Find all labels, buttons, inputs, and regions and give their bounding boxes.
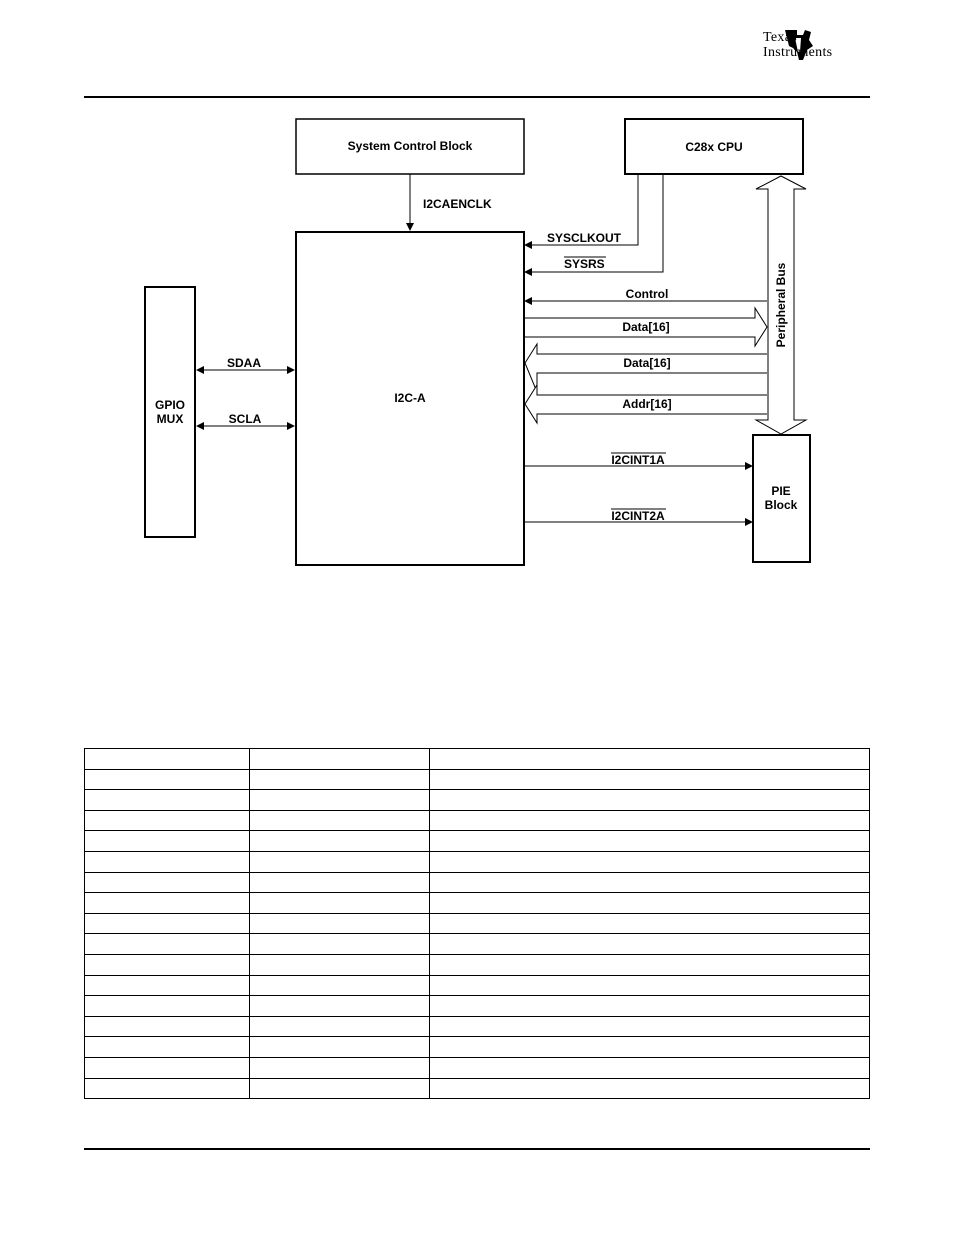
signal-int2 [525, 509, 752, 523]
table-cell [250, 872, 430, 893]
int1-label: I2CINT1A [611, 453, 665, 467]
table-cell [85, 996, 250, 1017]
table-cell [85, 790, 250, 811]
signal-sdaa [197, 356, 294, 370]
table-cell [85, 851, 250, 872]
table-row [85, 996, 870, 1017]
signal-scla [197, 412, 294, 426]
control-label: Control [625, 287, 669, 301]
table-cell [85, 1078, 250, 1099]
addr-arrow [525, 385, 767, 423]
table-cell [430, 954, 870, 975]
table-cell [250, 851, 430, 872]
signal-control [525, 287, 767, 301]
gpio-label-2: MUX [156, 412, 184, 426]
data-in-label: Data[16] [623, 356, 671, 370]
table-row [85, 790, 870, 811]
table-cell [250, 769, 430, 790]
table-row [85, 851, 870, 872]
gpio-label-1: GPIO [154, 398, 186, 412]
data-out-arrow [525, 308, 767, 346]
scla-label: SCLA [228, 412, 262, 426]
table-cell [430, 872, 870, 893]
table-row [85, 769, 870, 790]
table-row [85, 872, 870, 893]
table-cell [85, 1037, 250, 1058]
table-row [85, 1037, 870, 1058]
signal-sysclkout [525, 174, 638, 245]
i2c-module-block [296, 232, 524, 565]
int2-label: I2CINT2A [611, 509, 665, 523]
table-cell [85, 831, 250, 852]
peripheral-bus-label: Peripheral Bus [774, 262, 788, 348]
table-row [85, 749, 870, 770]
brand-line-2: Instruments [763, 45, 833, 60]
table-cell [85, 954, 250, 975]
table-cell [250, 954, 430, 975]
signal-sysrs [525, 174, 663, 272]
pie-block [753, 435, 810, 562]
table-row [85, 893, 870, 914]
register-table [84, 748, 870, 1099]
footer-rule [84, 1148, 870, 1150]
table-cell [250, 913, 430, 934]
register-table-body [85, 749, 870, 1099]
sysclkout-label: SYSCLKOUT [547, 231, 622, 245]
table-cell [430, 851, 870, 872]
table-row [85, 975, 870, 996]
table-row [85, 954, 870, 975]
table-cell [430, 790, 870, 811]
cpu-block [625, 119, 803, 174]
gpio-mux-block [145, 287, 195, 537]
table-cell [430, 831, 870, 852]
table-cell [430, 769, 870, 790]
table-cell [250, 893, 430, 914]
table-cell [430, 1016, 870, 1037]
table-cell [85, 975, 250, 996]
pie-label-1: PIE [771, 484, 791, 498]
signal-int1 [525, 453, 752, 467]
system-control-block-label: System Control Block [347, 139, 473, 153]
table-cell [430, 996, 870, 1017]
system-control-block [296, 119, 524, 174]
table-cell [85, 749, 250, 770]
table-row [85, 810, 870, 831]
table-cell [250, 934, 430, 955]
table-cell [85, 913, 250, 934]
table-cell [430, 975, 870, 996]
table-cell [430, 749, 870, 770]
table-cell [250, 810, 430, 831]
table-cell [430, 893, 870, 914]
data-in-arrow [525, 344, 767, 392]
table-cell [250, 1037, 430, 1058]
table-cell [430, 934, 870, 955]
table-cell [250, 1057, 430, 1078]
table-cell [250, 996, 430, 1017]
table-cell [250, 975, 430, 996]
table-cell [85, 934, 250, 955]
i2c-module-label: I2C-A [394, 391, 426, 405]
table-row [85, 913, 870, 934]
enable-clock-label: I2CAENCLK [423, 197, 492, 211]
table-row [85, 1016, 870, 1037]
table-cell [250, 749, 430, 770]
cpu-label: C28x CPU [685, 140, 743, 154]
sysrs-label: SYSRS [564, 257, 605, 271]
table-cell [430, 913, 870, 934]
table-cell [85, 1057, 250, 1078]
table-cell [430, 1037, 870, 1058]
table-cell [430, 1078, 870, 1099]
data-out-label: Data[16] [622, 320, 670, 334]
addr-label: Addr[16] [622, 397, 672, 411]
brand-line-1: Texas [763, 30, 797, 45]
table-cell [430, 1057, 870, 1078]
table-row [85, 831, 870, 852]
table-cell [85, 893, 250, 914]
pie-label-2: Block [764, 498, 798, 512]
table-cell [430, 810, 870, 831]
table-cell [250, 1078, 430, 1099]
table-cell [85, 810, 250, 831]
table-row [85, 1057, 870, 1078]
table-cell [250, 831, 430, 852]
table-cell [85, 872, 250, 893]
table-cell [250, 790, 430, 811]
table-cell [250, 1016, 430, 1037]
sdaa-label: SDAA [226, 356, 262, 370]
signal-enable-clock [410, 174, 492, 230]
table-cell [85, 1016, 250, 1037]
table-row [85, 1078, 870, 1099]
table-row [85, 934, 870, 955]
table-cell [85, 769, 250, 790]
